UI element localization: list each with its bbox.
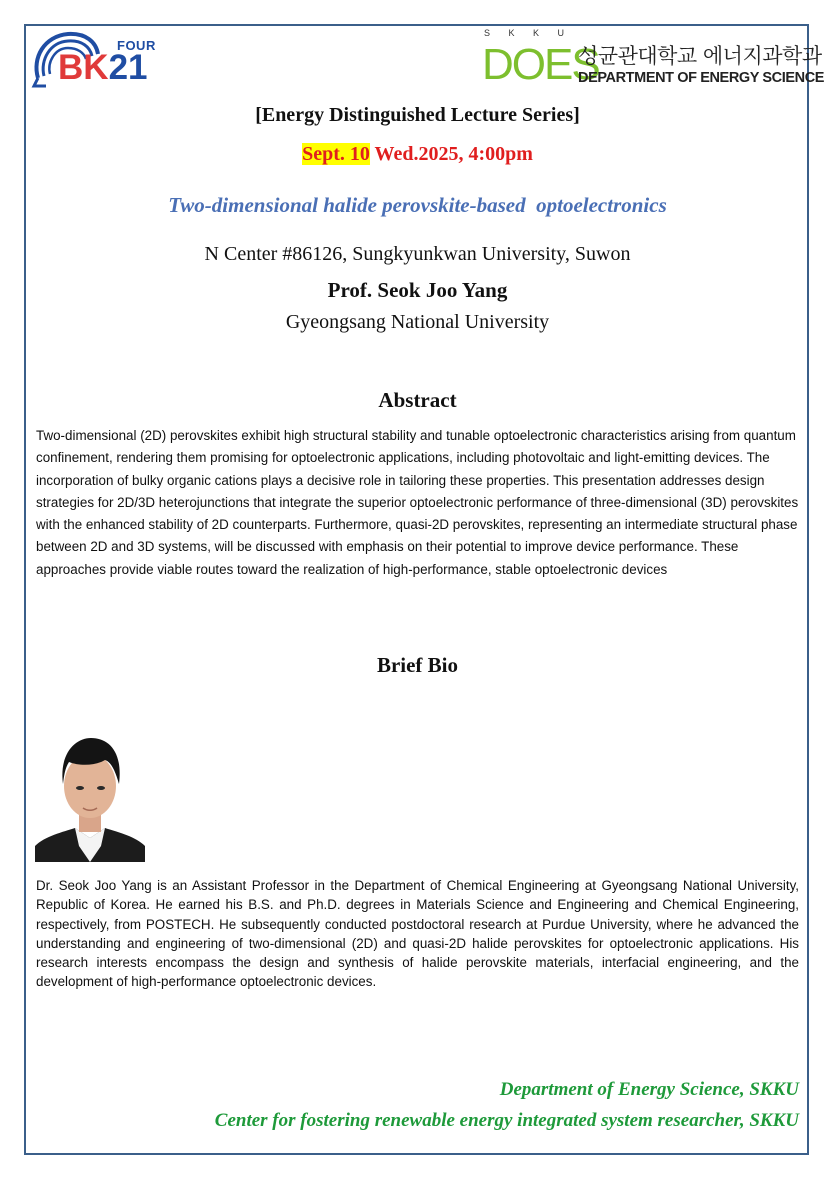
does-logo-mark: DOES: [482, 40, 599, 89]
skku-letters: [484, 28, 564, 38]
bio-heading: Brief Bio: [376, 653, 459, 677]
venue: N Center #86126, Sungkyunkwan University, Suwon: [204, 243, 631, 265]
department-english-name: DEPARTMENT OF ENERGY SCIENCE: [578, 70, 825, 86]
lecture-date: [0, 143, 835, 166]
bk21-bk: BK: [58, 48, 109, 87]
speaker-photo: [35, 734, 145, 862]
bio-text: Dr. Seok Joo Yang is an Assistant Professor in the Department of Chemical Engineering at Gyeongsang National University, Republic of Korea. He earned his B.S. and Ph.D. degrees in Materials Science and Engineering and Chemical Engineering, respectively, from POSTECH. He subsequently conducted postdoctoral research at Purdue University, where he advanced the understanding and engineering of two-dimensional (2D) and quasi-2D halide perovskites for optoelectronic applications. His research interests encompass the design and synthesis of halide perovskite materials, interfacial engineering, and the development of high-performance optoelectronic devices.: [36, 878, 799, 990]
abstract-text: Two-dimensional (2D) perovskites exhibit high structural stability and tunable optoelectronic characteristics arising from quantum confinement, rendering them promising for optoelectronic applications, including photovoltaic and light-emitting devices. The incorporation of bulky organic cations plays a decisive role in tailoring these properties. This presentation addresses design strategies for 2D/3D heterojunctions that integrate the superior optoelectronic performance of three-dimensional (3D) perovskites with the enhanced stability of 2D counterparts. Furthermore, quasi-2D perovskites, representing an intermediate structural phase between 2D and 3D systems, will be discussed with emphasis on their potential to improve device performance. These approaches provide viable routes toward the realization of high-performance, stable optoelectronic devices: [36, 428, 799, 577]
lecture-series-title: [Energy Distinguished Lecture Series]: [255, 104, 580, 126]
skku-letter: U: [557, 28, 564, 38]
bk21-four-label: FOUR: [117, 38, 156, 53]
talk-title: Two-dimensional halide perovskite-based optoelectronics: [168, 193, 667, 217]
footer-center: Center for fostering renewable energy integrated system researcher, SKKU: [214, 1110, 799, 1131]
bk21-number: 21: [108, 48, 148, 87]
skku-letter: K: [533, 28, 540, 38]
skku-letter: K: [508, 28, 515, 38]
date-highlight: Sept. 10: [302, 143, 370, 165]
footer-department: Department of Energy Science, SKKU: [499, 1079, 799, 1100]
bk21-logo-text: [58, 48, 148, 88]
speaker-affiliation: Gyeongsang National University: [285, 311, 550, 333]
speaker-name: Prof. Seok Joo Yang: [327, 278, 508, 302]
date-rest: Wed.2025, 4:00pm: [369, 143, 533, 165]
abstract-heading: Abstract: [378, 388, 457, 412]
department-korean-name: 성균관대학교 에너지과학과: [578, 44, 822, 68]
skku-letter: S: [484, 28, 491, 38]
